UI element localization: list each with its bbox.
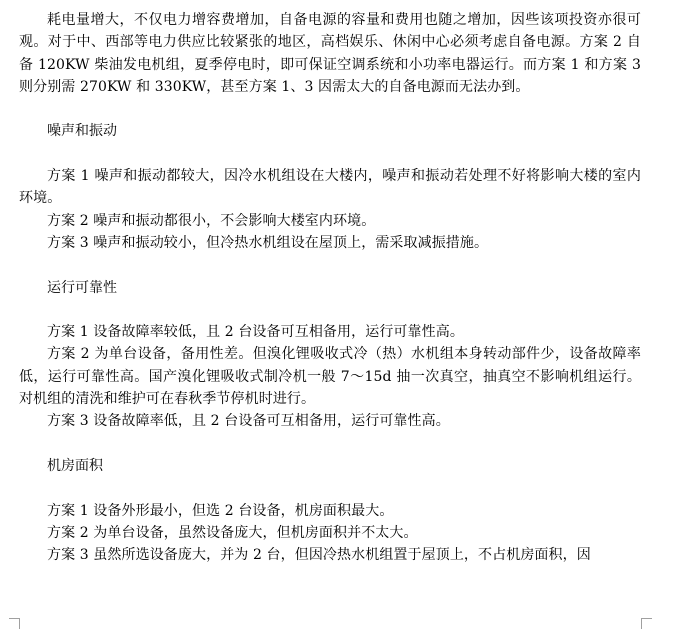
document-body xyxy=(19,9,641,566)
blank-line xyxy=(19,477,641,499)
crop-mark-bottom-left xyxy=(9,618,20,629)
reliability-paragraph-1: 方案 1 设备故障率较低，且 2 台设备可互相备用，运行可靠性高。 xyxy=(47,324,464,341)
blank-line xyxy=(19,98,641,120)
room-area-paragraph-1: 方案 1 设备外形最小，但选 2 台设备，机房面积最大。 xyxy=(47,502,394,519)
section-heading-room-area: 机房面积 xyxy=(47,457,103,474)
blank-line xyxy=(19,299,641,321)
room-area-paragraph-2: 方案 2 为单台设备，虽然设备庞大，但机房面积并不太大。 xyxy=(47,524,418,541)
section-heading-noise: 噪声和振动 xyxy=(47,123,117,140)
blank-line xyxy=(19,143,641,165)
blank-line xyxy=(19,433,641,455)
blank-line xyxy=(19,254,641,276)
noise-paragraph-3: 方案 3 噪声和振动较小，但冷热水机组设在屋顶上，需采取减振措施。 xyxy=(47,234,489,251)
reliability-paragraph-2: 方案 2 为单台设备，备用性差。但溴化锂吸收式冷（热）水机组本身转动部件少，设备故障率低，运行可靠性高。国产溴化锂吸收式制冷机一般 7～15d 抽一次真空，抽真空不影响机组运行。对机组的清洗和维护可在春秋季节停机时进行。 xyxy=(19,346,641,408)
noise-paragraph-2: 方案 2 噪声和振动都很小，不会影响大楼室内环境。 xyxy=(47,212,376,229)
section-heading-reliability: 运行可靠性 xyxy=(47,279,117,296)
noise-paragraph-1: 方案 1 噪声和振动都较大，因冷水机组设在大楼内，噪声和振动若处理不好将影响大楼的室内环境。 xyxy=(19,168,641,207)
intro-paragraph: 耗电量增大，不仅电力增容费增加，自备电源的容量和费用也随之增加，因些该项投资亦很可观。对于中、西部等电力供应比较紧张的地区，高档娱乐、休闲中心必须考虑自备电源。方案 2 自备 120KW 柴油发电机组，夏季停电时，即可保证空调系统和小功率电器运行。而方案 1 和方案 3 则分别需 270KW 和 330KW，甚至方案 1、3 因需太大的自备电源而无法办到。 xyxy=(19,12,641,95)
crop-mark-bottom-right xyxy=(641,618,652,629)
room-area-paragraph-3: 方案 3 虽然所选设备庞大，并为 2 台，但因冷热水机组置于屋顶上，不占机房面积，因 xyxy=(47,547,591,564)
reliability-paragraph-3: 方案 3 设备故障率低，且 2 台设备可互相备用，运行可靠性高。 xyxy=(47,413,450,430)
